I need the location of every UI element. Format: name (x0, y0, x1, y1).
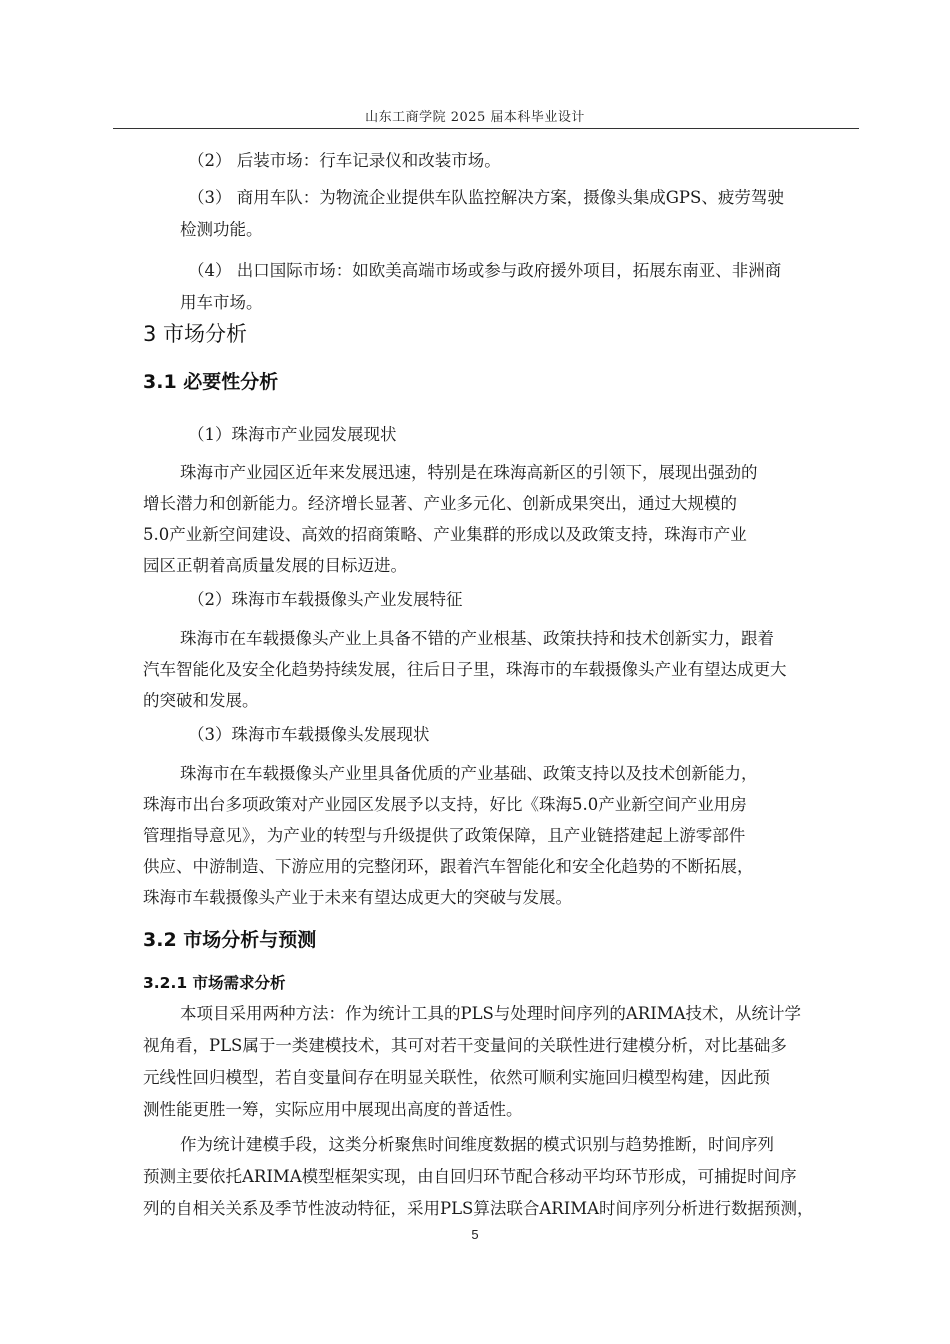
list-item: （4） 出口国际市场：如欧美高端市场或参与政府援外项目，拓展东南亚、非洲商 (188, 261, 782, 280)
page-header: 山东工商学院 2025 届本科毕业设计 (365, 110, 585, 125)
header-divider (113, 128, 859, 129)
paragraph-line: 测性能更胜一筹，实际应用中展现出高度的普适性。 (143, 1100, 523, 1119)
paragraph-line: 视角看，PLS属于一类建模技术，其可对若干变量间的关联性进行建模分析，对比基础多 (143, 1036, 787, 1055)
paragraph-line: 列的自相关关系及季节性波动特征，采用PLS算法联合ARIMA时间序列分析进行数据预测， (143, 1199, 814, 1218)
list-item-continuation: 检测功能。 (180, 220, 263, 239)
paragraph-line: 本项目采用两种方法：作为统计工具的PLS与处理时间序列的ARIMA技术，从统计学 (180, 1004, 802, 1023)
subsection-heading: 3.2 市场分析与预测 (143, 929, 317, 951)
list-item: （3） 商用车队：为物流企业提供车队监控解决方案，摄像头集成GPS、疲劳驾驶 (188, 188, 784, 207)
paragraph-line: 元线性回归模型，若自变量间存在明显关联性，依然可顺利实施回归模型构建，因此预 (143, 1068, 770, 1087)
list-item-continuation: 用车市场。 (180, 293, 263, 312)
paragraph-line: 预测主要依托ARIMA模型框架实现，由自回归环节配合移动平均环节形成，可捕捉时间序 (143, 1167, 797, 1186)
subsubsection-heading: 3.2.1 市场需求分析 (143, 974, 286, 992)
paragraph-line: 珠海市在车载摄像头产业里具备优质的产业基础、政策支持以及技术创新能力， (180, 764, 758, 783)
paragraph-line: 珠海市出台多项政策对产业园区发展予以支持，好比《珠海5.0产业新空间产业用房 (143, 795, 747, 814)
paragraph-line: 珠海市车载摄像头产业于未来有望达成更大的突破与发展。 (143, 888, 572, 907)
page-number: 5 (471, 1227, 479, 1242)
paragraph-line: 增长潜力和创新能力。经济增长显著、产业多元化、创新成果突出，通过大规模的 (143, 494, 737, 513)
paragraph-line: 的突破和发展。 (143, 691, 259, 710)
paragraph-heading: （3）珠海市车载摄像头发展现状 (188, 725, 430, 744)
list-item: （2） 后装市场：行车记录仪和改装市场。 (188, 151, 501, 170)
paragraph-heading: （1）珠海市产业园发展现状 (188, 425, 397, 444)
paragraph-line: 珠海市产业园区近年来发展迅速，特别是在珠海高新区的引领下，展现出强劲的 (180, 463, 758, 482)
paragraph-line: 管理指导意见》，为产业的转型与升级提供了政策保障，且产业链搭建起上游零部件 (143, 826, 746, 845)
paragraph-line: 汽车智能化及安全化趋势持续发展，往后日子里，珠海市的车载摄像头产业有望达成更大 (143, 660, 787, 679)
paragraph-line: 园区正朝着高质量发展的目标迈进。 (143, 556, 407, 575)
section-heading: 3 市场分析 (143, 322, 248, 346)
subsection-heading: 3.1 必要性分析 (143, 371, 279, 393)
paragraph-line: 供应、中游制造、下游应用的完整闭环，跟着汽车智能化和安全化趋势的不断拓展， (143, 857, 754, 876)
paragraph-heading: （2）珠海市车载摄像头产业发展特征 (188, 590, 463, 609)
paragraph-line: 5.0产业新空间建设、高效的招商策略、产业集群的形成以及政策支持，珠海市产业 (143, 525, 747, 544)
paragraph-line: 作为统计建模手段，这类分析聚焦时间维度数据的模式识别与趋势推断，时间序列 (180, 1135, 774, 1154)
paragraph-line: 珠海市在车载摄像头产业上具备不错的产业根基、政策扶持和技术创新实力，跟着 (180, 629, 774, 648)
